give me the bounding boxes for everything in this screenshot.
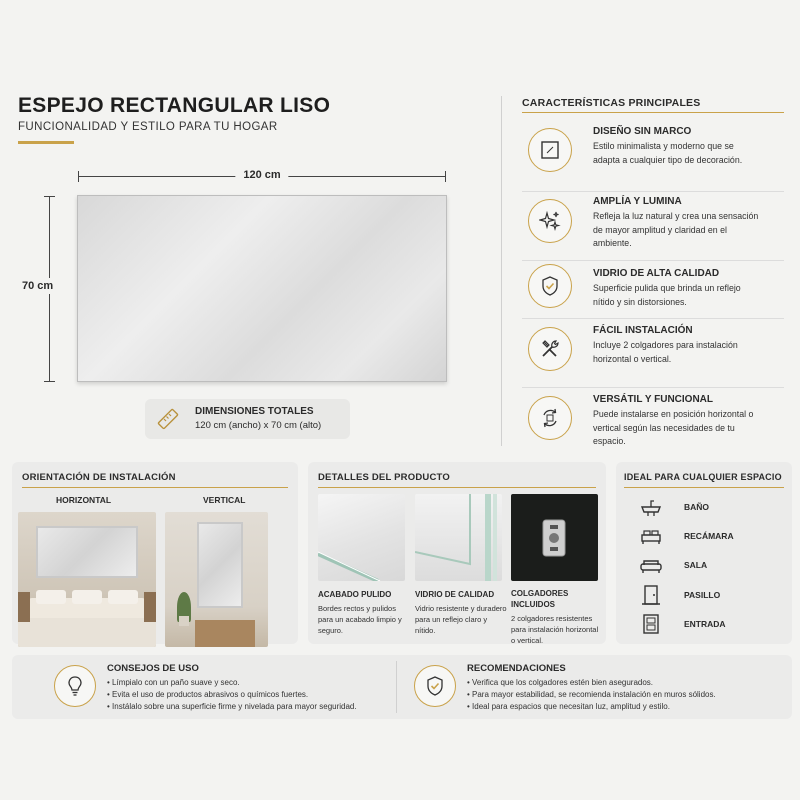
- polished-edge-illustration: [318, 494, 405, 581]
- frameless-square-icon: [539, 139, 561, 161]
- detail-title: ACABADO PULIDO: [318, 590, 392, 599]
- tips-title: CONSEJOS DE USO: [107, 663, 199, 674]
- list-item: • Para mayor estabilidad, se recomienda instalación en muros sólidos.: [467, 690, 716, 699]
- orientation-panel: [12, 462, 298, 644]
- detail-desc: 2 colgadores resistentes para instalación horizontal o vertical.: [511, 614, 599, 645]
- list-item: • Ideal para espacios que necesitan luz, amplitud y estilo.: [467, 702, 670, 711]
- place-label: PASILLO: [684, 590, 721, 600]
- polished-edge-image: [318, 494, 405, 581]
- detail-title: VIDRIO DE CALIDAD: [415, 590, 495, 599]
- feature-desc: Puede instalarse en posición horizontal o vertical según las necesidades de tu espacio.: [593, 409, 754, 446]
- list-item: • Instálalo sobre una superficie firme y nivelada para mayor seguridad.: [107, 702, 357, 711]
- lightbulb-icon: [64, 675, 86, 697]
- hangers-image: [511, 494, 598, 581]
- list-item: • Evita el uso de productos abrasivos o químicos fuertes.: [107, 690, 309, 699]
- details-panel: [308, 462, 606, 644]
- place-bath: [638, 496, 788, 520]
- feature-title: VIDRIO DE ALTA CALIDAD: [593, 268, 720, 279]
- page-title: ESPEJO RECTANGULAR LISO: [18, 94, 331, 117]
- sparkles-icon: [539, 210, 561, 232]
- detail-desc: Bordes rectos y pulidos para un acabado limpio y seguro.: [318, 604, 402, 635]
- feature-desc: Incluye 2 colgadores para instalación horizontal o vertical.: [593, 340, 738, 364]
- feature-desc: Estilo minimalista y moderno que se adapta a cualquier tipo de decoración.: [593, 141, 743, 165]
- feature-title: FÁCIL INSTALACIÓN: [593, 325, 693, 336]
- place-label: BAÑO: [684, 502, 710, 512]
- place-label: RECÁMARA: [684, 531, 734, 541]
- feature-quality-glass: [522, 268, 784, 318]
- place-hallway: [638, 584, 788, 608]
- recommendations-icon-circle: [414, 665, 456, 707]
- title-accent-bar: [18, 141, 74, 144]
- feature-icon-circle: [528, 199, 572, 243]
- entrance-door-icon: [640, 613, 662, 635]
- features-title: CARACTERÍSTICAS PRINCIPALES: [522, 97, 701, 109]
- vertical-room-image: [165, 512, 268, 647]
- door-icon: [640, 584, 662, 606]
- horizontal-room-image: [18, 512, 156, 647]
- feature-title: VERSÁTIL Y FUNCIONAL: [593, 394, 714, 405]
- shield-check-icon: [424, 675, 446, 697]
- dimensions-text: 120 cm (ancho) x 70 cm (alto): [195, 420, 322, 431]
- shield-check-icon: [539, 275, 561, 297]
- feature-easy-install: [522, 325, 784, 385]
- quality-glass-image: [415, 494, 502, 581]
- vertical-label: VERTICAL: [203, 495, 246, 505]
- feature-title: DISEÑO SIN MARCO: [593, 126, 692, 137]
- mirror-illustration: [77, 195, 447, 382]
- feature-desc: Superficie pulida que brinda un reflejo nítido y sin distorsiones.: [593, 283, 741, 307]
- page-subtitle: FUNCIONALIDAD Y ESTILO PARA TU HOGAR: [18, 121, 278, 133]
- tips-list: [107, 677, 357, 713]
- recommendations-title: RECOMENDACIONES: [467, 663, 566, 674]
- sink-icon: [640, 496, 662, 518]
- place-living: [638, 554, 788, 578]
- feature-icon-circle: [528, 264, 572, 308]
- bed-icon: [640, 525, 662, 547]
- rotate-arrows-icon: [539, 407, 561, 429]
- list-item: • Límpialo con un paño suave y seco.: [107, 678, 240, 687]
- ruler-icon: [155, 406, 181, 432]
- place-label: ENTRADA: [684, 619, 726, 629]
- recommendations-list: [467, 677, 716, 713]
- list-item: • Verifica que los colgadores estén bien asegurados.: [467, 678, 654, 687]
- dimensions-box: [145, 399, 350, 439]
- detail-desc: Vidrio resistente y duradero para un reflejo claro y nítido.: [415, 604, 507, 635]
- tips-panel: [12, 655, 792, 719]
- tools-icon: [539, 338, 561, 360]
- feature-icon-circle: [528, 327, 572, 371]
- feature-desc: Refleja la luz natural y crea una sensación de mayor amplitud y claridad en el ambiente.: [593, 211, 759, 248]
- feature-title: AMPLÍA Y LUMINA: [593, 196, 682, 207]
- ideal-title: IDEAL PARA CUALQUIER ESPACIO: [624, 472, 782, 482]
- details-title: DETALLES DEL PRODUCTO: [318, 472, 450, 483]
- width-dimension: [78, 168, 446, 184]
- place-bedroom: [638, 525, 788, 549]
- orientation-title: ORIENTACIÓN DE INSTALACIÓN: [22, 472, 176, 483]
- detail-title: COLGADORES INCLUIDOS: [511, 589, 569, 609]
- tips-divider: [396, 661, 397, 713]
- ideal-panel: [616, 462, 792, 644]
- feature-brighten: [522, 196, 784, 256]
- feature-icon-circle: [528, 128, 572, 172]
- tips-icon-circle: [54, 665, 96, 707]
- sofa-icon: [640, 554, 662, 576]
- place-label: SALA: [684, 560, 708, 570]
- feature-icon-circle: [528, 396, 572, 440]
- dimensions-title: DIMENSIONES TOTALES: [195, 406, 314, 417]
- glass-layers-illustration: [415, 494, 502, 581]
- column-divider: [501, 96, 502, 446]
- hanger-illustration: [511, 494, 598, 581]
- features-underline: [522, 112, 784, 113]
- feature-versatile: [522, 394, 784, 450]
- width-label: 120 cm: [235, 169, 288, 181]
- horizontal-label: HORIZONTAL: [56, 495, 112, 505]
- height-label: 70 cm: [22, 280, 54, 292]
- place-entrance: [638, 613, 788, 637]
- feature-frameless: [522, 126, 784, 186]
